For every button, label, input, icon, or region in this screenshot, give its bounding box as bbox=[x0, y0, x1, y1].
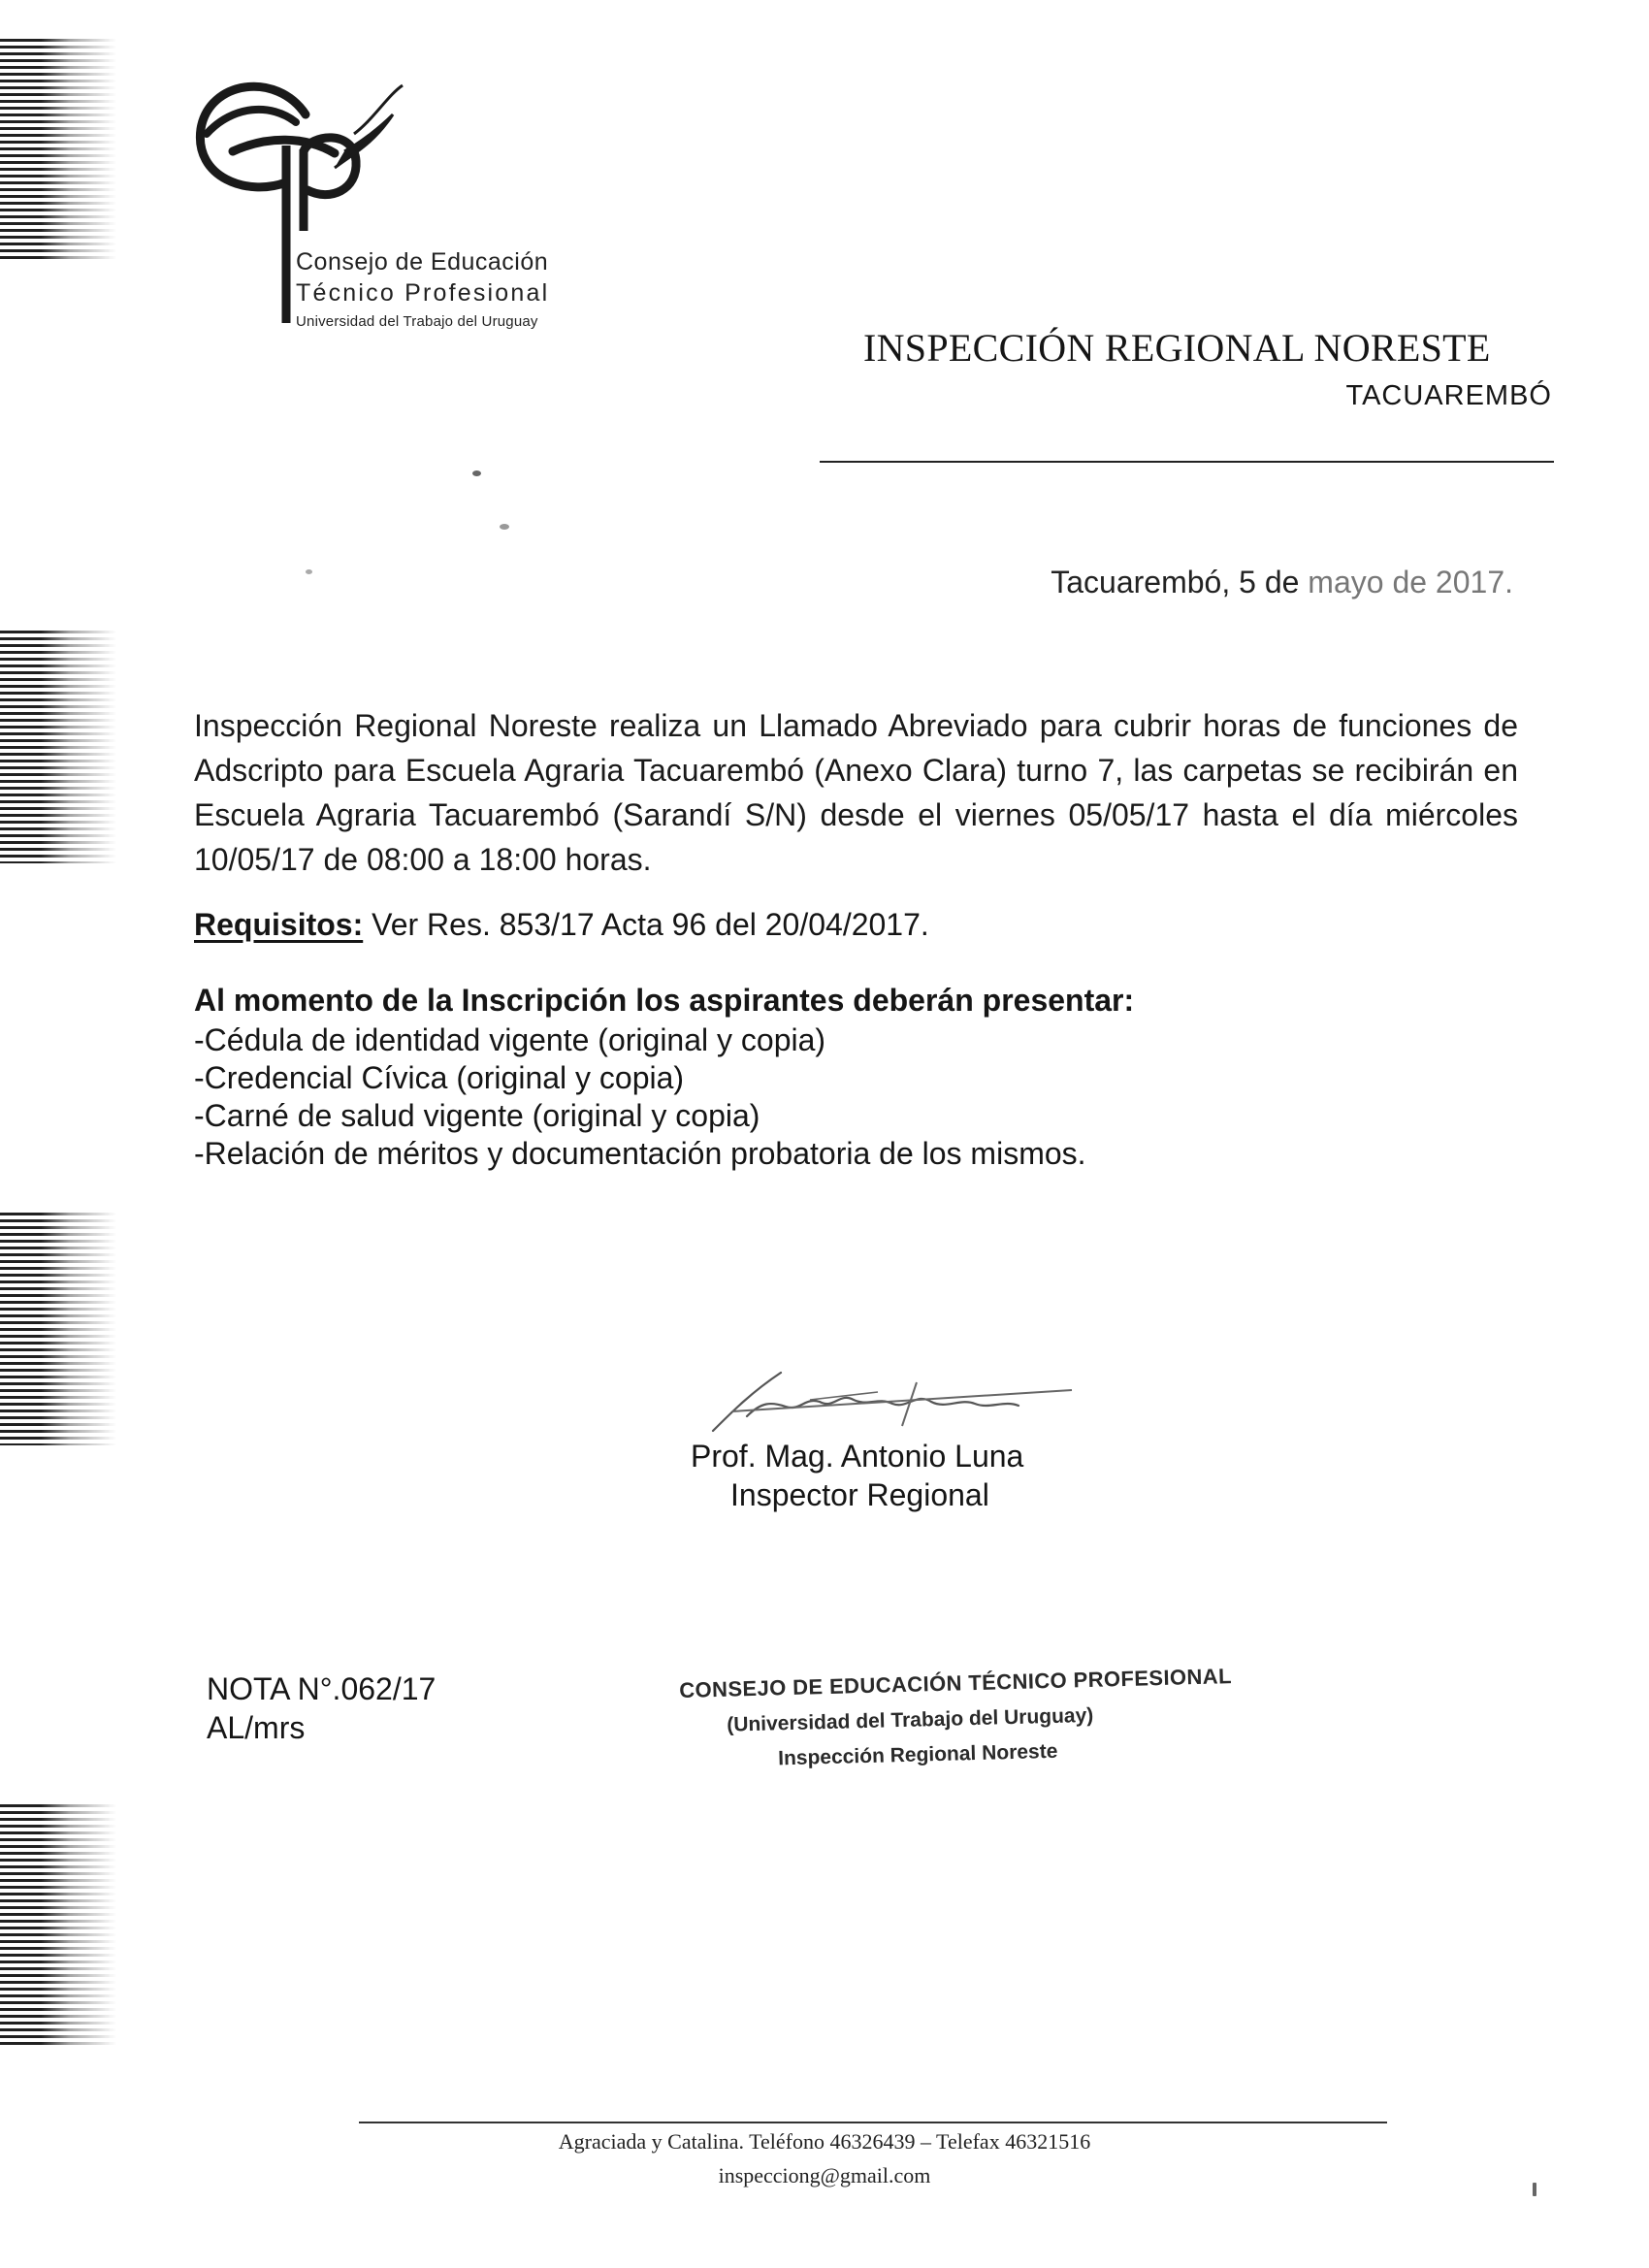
nota-reference: AL/mrs bbox=[207, 1710, 306, 1745]
date-month-year: mayo de 2017. bbox=[1299, 565, 1513, 599]
document-date bbox=[1051, 565, 1513, 600]
handwritten-signature bbox=[694, 1363, 1082, 1450]
ctp-logo bbox=[189, 76, 597, 338]
scan-speck bbox=[500, 524, 509, 530]
scan-edge-artifact bbox=[0, 631, 116, 863]
logo-text-line1: Consejo de Educación bbox=[296, 248, 549, 275]
scan-edge-artifact bbox=[0, 1213, 116, 1445]
footer-email: inspecciong@gmail.com bbox=[718, 2163, 931, 2187]
header-divider bbox=[820, 461, 1554, 463]
list-item: -Credencial Cívica (original y copia) bbox=[194, 1060, 685, 1095]
stamp-line3: Inspección Regional Noreste bbox=[777, 1739, 1058, 1770]
requirements-text: Ver Res. 853/17 Acta 96 del 20/04/2017. bbox=[363, 907, 929, 942]
footer-divider bbox=[359, 2122, 1387, 2123]
date-place-day: Tacuarembó, 5 de bbox=[1051, 565, 1300, 599]
scan-edge-artifact bbox=[0, 1804, 116, 2047]
presentation-list bbox=[194, 1021, 1086, 1173]
requirements-line bbox=[194, 907, 929, 943]
footer-address: Agraciada y Catalina. Teléfono 46326439 – Telefax 46321516 bbox=[558, 2129, 1091, 2154]
announcement-paragraph: Inspección Regional Noreste realiza un Llamado Abreviado para cubrir horas de funciones de Adscripto para Escuela Agraria Tacuarembó (Anexo Clara) turno 7, las carpetas se recibirán en Escuela Agraria Tacuarembó (Sarandí S/N) desde el viernes 05/05/17 hasta el día miércoles 10/05/17 de 08:00 a 18:00 horas. bbox=[194, 708, 1518, 877]
header-title: INSPECCIÓN REGIONAL NORESTE bbox=[863, 326, 1491, 370]
requirements-label: Requisitos: bbox=[194, 907, 364, 942]
signer-role: Inspector Regional bbox=[730, 1477, 989, 1512]
scan-edge-artifact bbox=[0, 39, 116, 262]
scan-speck bbox=[306, 569, 312, 574]
institution-stamp bbox=[679, 1664, 1233, 1773]
logo-text-line3: Universidad del Trabajo del Uruguay bbox=[296, 313, 538, 330]
scan-speck bbox=[472, 470, 481, 476]
stamp-line1: CONSEJO DE EDUCACIÓN TÉCNICO PROFESIONAL bbox=[679, 1664, 1233, 1702]
stamp-line2: (Universidad del Trabajo del Uruguay) bbox=[726, 1703, 1094, 1736]
list-item: -Cédula de identidad vigente (original y copia) bbox=[194, 1022, 826, 1057]
presentation-intro: Al momento de la Inscripción los aspirantes deberán presentar: bbox=[194, 983, 1135, 1018]
nota-number: NOTA N°.062/17 bbox=[207, 1671, 436, 1706]
header-subtitle: TACUAREMBÓ bbox=[1345, 380, 1552, 411]
logo-text-line2: Técnico Profesional bbox=[296, 279, 550, 307]
list-item: -Carné de salud vigente (original y copia) bbox=[194, 1098, 760, 1133]
list-item: -Relación de méritos y documentación probatoria de los mismos. bbox=[194, 1136, 1086, 1171]
signer-name: Prof. Mag. Antonio Luna bbox=[691, 1439, 1024, 1474]
